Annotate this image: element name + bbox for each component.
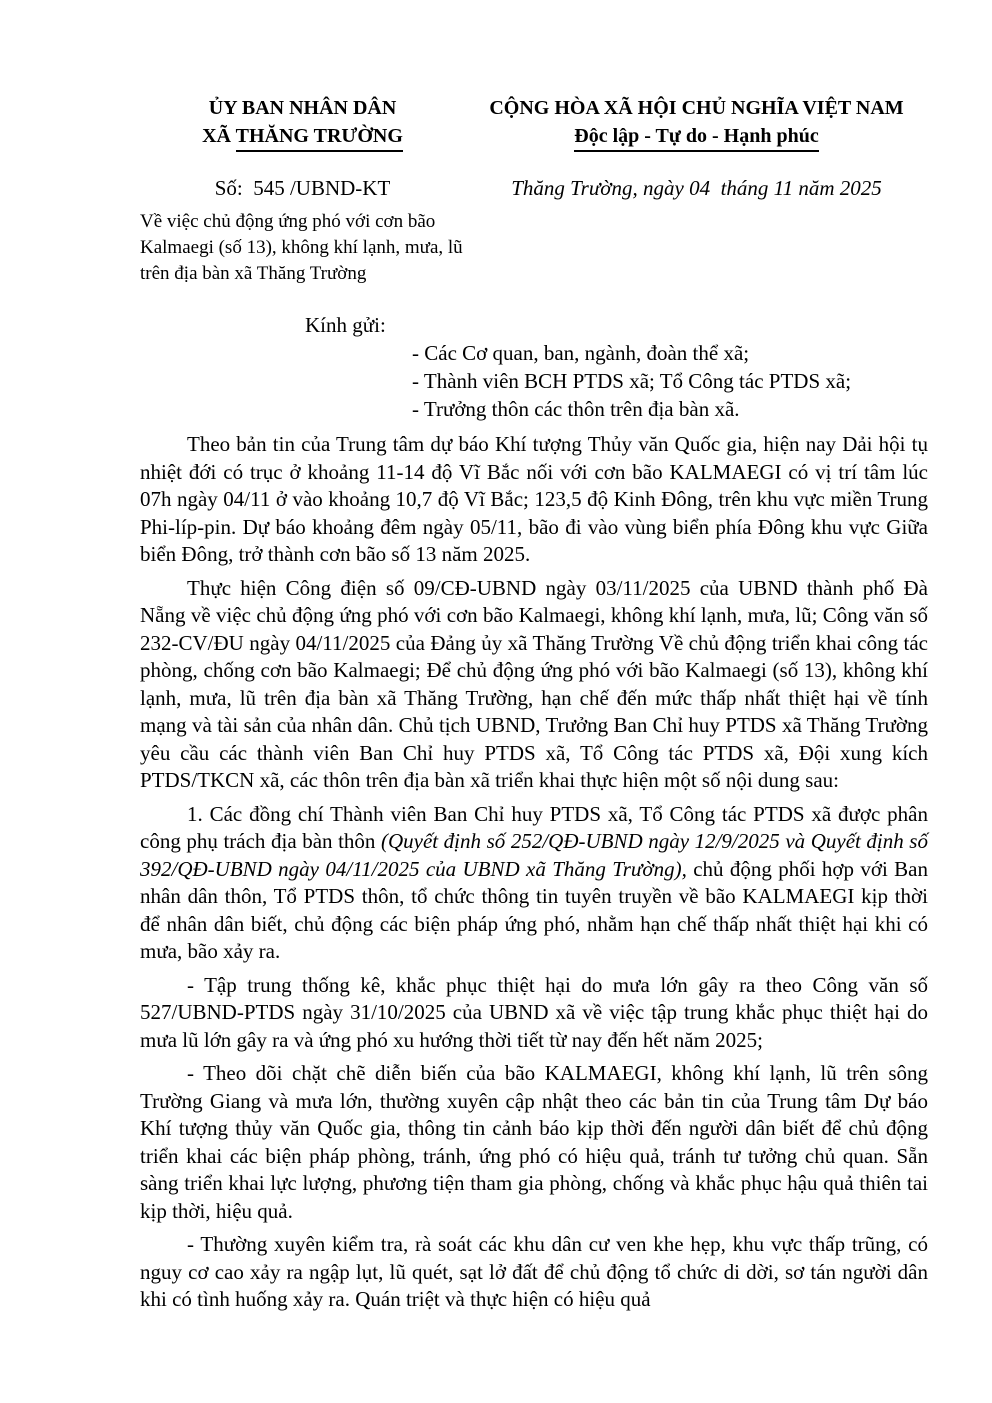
national-motto <box>465 122 928 150</box>
body-text-run: Theo bản tin của Trung tâm dự báo Khí tượng Thủy văn Quốc gia, hiện nay Dải hội tụ nhiệt đới có trục ở khoảng 11-14 độ Vĩ Bắc nối với cơn bão KALMAEGI có vị trí tâm lúc 07h ngày 04/11 ở vào khoảng 10,7 độ Vĩ Bắc; 123,5 độ Kinh Đông, trên khu vực miền Trung Phi-líp-pin. Dự báo khoảng đêm ngày 05/11, bão đi vào vùng biển phía Đông khu vực Giữa biển Đông, trở thành cơn bão số 13 năm 2025. <box>140 432 928 566</box>
body-text-run: - Tập trung thống kê, khắc phục thiệt hại do mưa lớn gây ra theo Công văn số 527/UBND-PTDS ngày 31/10/2025 của UBND xã về việc tập trung khắc phục thiệt hại do mưa lũ lớn gây ra và ứng phó xu hướng thời tiết từ nay đến hết năm 2025; <box>140 972 928 1052</box>
document-subject: Về việc chủ động ứng phó với cơn bão Kalmaegi (số 13), không khí lạnh, mưa, lũ trên địa bàn xã Thăng Trường <box>140 211 463 284</box>
issuing-authority-block <box>140 94 465 150</box>
document-body <box>140 431 928 1314</box>
body-paragraph <box>140 972 928 1055</box>
body-paragraph <box>140 575 928 795</box>
issuing-authority-name-prefix: XÃ <box>202 125 236 147</box>
body-paragraph <box>140 1231 928 1314</box>
recipient-item: - Các Cơ quan, ban, ngành, đoàn thể xã; <box>412 341 750 365</box>
body-paragraph <box>140 431 928 569</box>
body-paragraph <box>140 801 928 966</box>
recipient-item: - Trưởng thôn các thôn trên địa bàn xã. <box>412 397 740 421</box>
body-text-run: 1. Các đồng chí Thành viên Ban Chỉ huy PTDS xã, Tổ Công tác PTDS xã được phân công phụ trách địa bàn thôn <box>140 801 928 853</box>
body-text-run: chủ động phối hợp với Ban nhân dân thôn, Tổ PTDS thôn, tổ chức thông tin tuyên truyền về bão KALMAEGI kịp thời để nhân dân biết, chủ động các biện pháp ứng phó, nhằm hạn chế thấp nhất thiệt hại khi có mưa, bão xảy ra. <box>140 856 929 963</box>
recipient-item: - Thành viên BCH PTDS xã; Tổ Công tác PTDS xã; <box>412 369 852 393</box>
document-number: Số: 545 /UBND-KT <box>214 176 391 200</box>
body-text-run: Thực hiện Công điện số 09/CĐ-UBND ngày 03/11/2025 của UBND thành phố Đà Nẵng về việc chủ động ứng phó với cơn bão Kalmaegi, không khí lạnh, mưa, lũ; Công văn số 232-CV/ĐU ngày 04/11/2025 của Đảng ủy xã Thăng Trường Về chủ động triển khai công tác phòng, chống cơn bão Kalmaegi; Để chủ động ứng phó với bão Kalmaegi (số 13), không khí lạnh, mưa, lũ trên địa bàn xã Thăng Trường, hạn chế đến mức thấp nhất thiệt hại về tính mạng và tài sản của nhân dân. Chủ tịch UBND, Trưởng Ban Chỉ huy PTDS xã Thăng Trường yêu cầu các thành viên Ban Chỉ huy PTDS xã, Tổ Công tác PTDS xã, Đội xung kích PTDS/TKCN xã, các thôn trên địa bàn xã triển khai thực hiện một số nội dung sau: <box>140 575 928 792</box>
body-text-run: - Thường xuyên kiểm tra, rà soát các khu dân cư ven khe hẹp, khu vực thấp trũng, có nguy cơ cao xảy ra ngập lụt, lũ quét, sạt lở đất để chủ động tổ chức di dời, sơ tán người dân khi có tình huống xảy ra. Quán triệt và thực hiện có hiệu quả <box>140 1232 928 1311</box>
issuing-authority-parent: ỦY BAN NHÂN DÂN <box>208 97 397 119</box>
recipients-list <box>412 339 928 423</box>
national-motto-text: Độc lập - Tự do - Hạnh phúc <box>574 125 818 152</box>
issuing-authority-name-main: THĂNG TRƯỜNG <box>236 125 403 152</box>
place-and-date: Thăng Trường, ngày 04 tháng 11 năm 2025 <box>511 176 882 200</box>
issuing-authority-name <box>140 122 465 150</box>
document-header <box>140 94 928 150</box>
document-meta-row <box>140 176 928 201</box>
national-header-block <box>465 94 928 150</box>
body-text-run: - Theo dõi chặt chẽ diễn biến của bão KALMAEGI, không khí lạnh, lũ trên sông Trường Giang và mưa lớn, thường xuyên cập nhật theo các bản tin của Trung tâm Dự báo Khí tượng thủy văn Quốc gia, thông tin cảnh báo kịp thời đến người dân biết để chủ động triển khai các biện pháp phòng, tránh, ứng phó có hiệu quả, tránh tư tưởng chủ quan. Sẵn sàng triển khai lực lượng, phương tiện tham gia phòng, chống và khắc phục hậu quả thiên tai kịp thời, hiệu quả. <box>140 1061 928 1223</box>
body-paragraph <box>140 1060 928 1225</box>
body-text-italic-run: (Quyết định số 252/QĐ-UBND ngày 12/9/2025 và Quyết định số 392/QĐ-UBND ngày 04/11/2025 của UBND xã Thăng Trường), <box>140 829 928 881</box>
national-title: CỘNG HÒA XÃ HỘI CHỦ NGHĨA VIỆT NAM <box>489 97 904 119</box>
salutation: Kính gửi: <box>305 313 386 337</box>
